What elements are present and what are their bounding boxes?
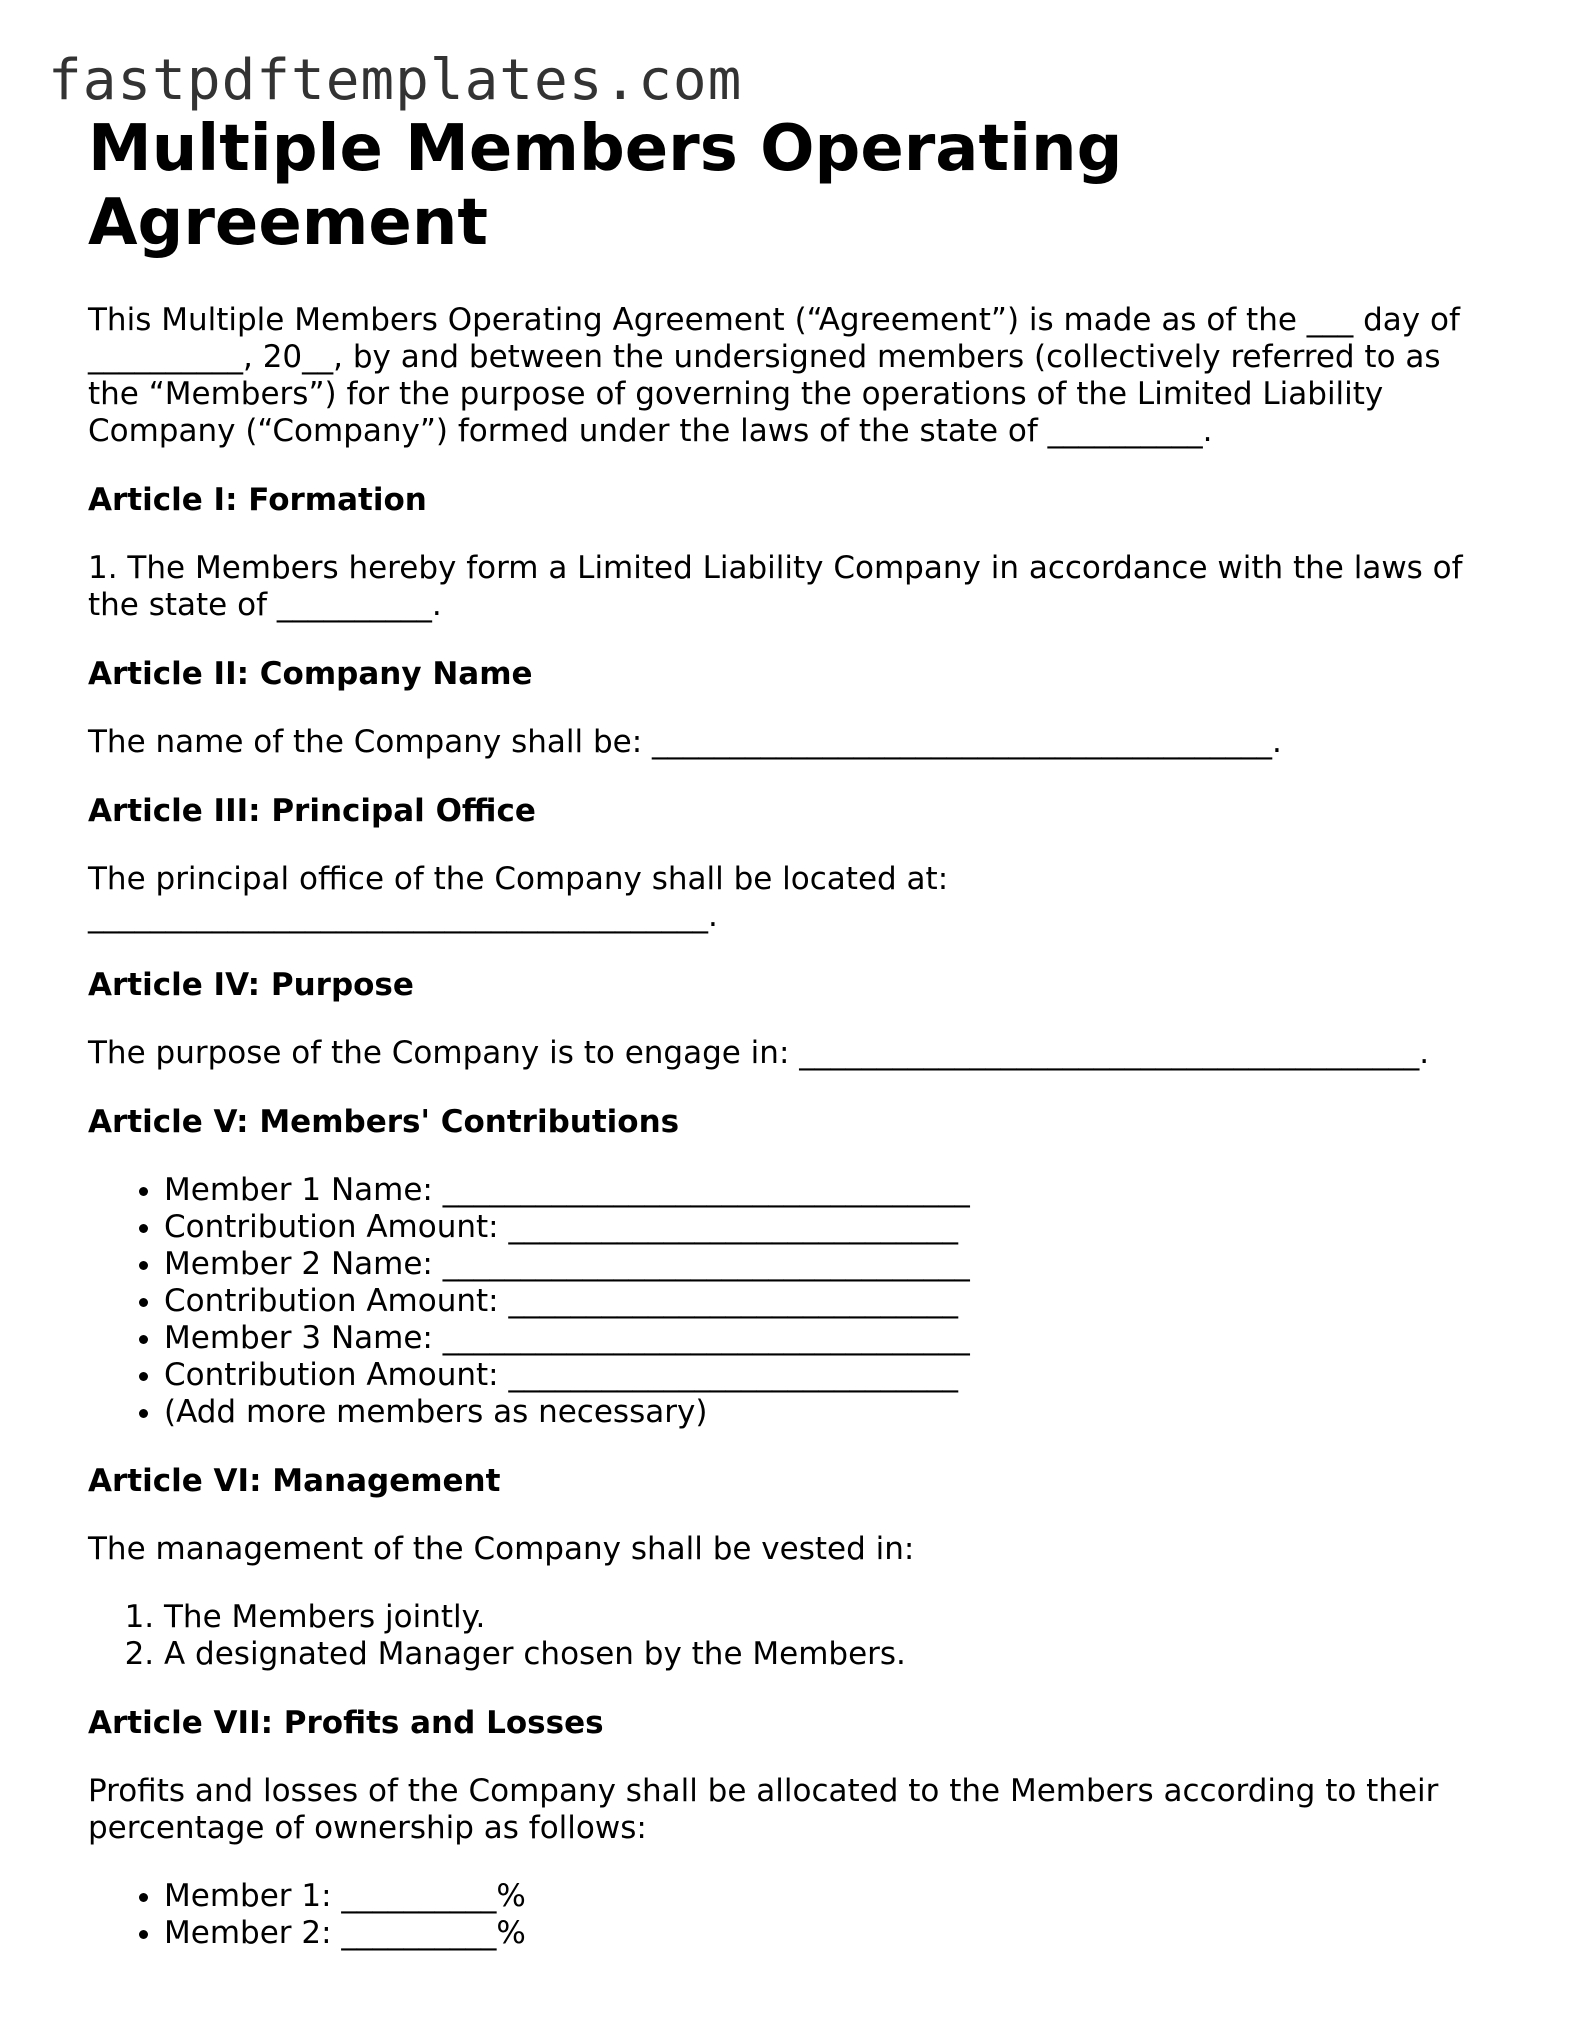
list-item: • Contribution Amount: _____________________________ <box>164 1283 1488 1320</box>
article-7-heading: Article VII: Profits and Losses <box>88 1705 604 1741</box>
watermark: fastpdftemplates.com <box>48 48 743 113</box>
article-6-list <box>88 1599 1488 1673</box>
list-item: • Member 2: __________% <box>164 1915 1488 1952</box>
article-5-list <box>88 1172 1488 1431</box>
list-item: • Member 2 Name: __________________________________ <box>164 1246 1488 1283</box>
article-3-text: The principal office of the Company shall be located at: ________________________________________. <box>88 861 949 934</box>
list-item: • Contribution Amount: _____________________________ <box>164 1209 1488 1246</box>
intro-paragraph: This Multiple Members Operating Agreement (“Agreement”) is made as of the ___ day of __________, 20__, by and between the undersigned members (collectively referred to as the “Members”) for the purpose of governing the operations of the Limited Liability Company (“Company”) formed under the laws of the state of __________. <box>88 302 1460 449</box>
article-4-text: The purpose of the Company is to engage in: ________________________________________. <box>88 1035 1430 1071</box>
article-7-list <box>88 1878 1488 1952</box>
document-body <box>88 112 1488 1952</box>
article-7-text: Profits and losses of the Company shall be allocated to the Members according to their percentage of ownership as follows: <box>88 1773 1439 1846</box>
article-1-text: 1. The Members hereby form a Limited Liability Company in accordance with the laws of the state of __________. <box>88 550 1463 623</box>
list-item: • Member 3 Name: __________________________________ <box>164 1320 1488 1357</box>
article-2-text: The name of the Company shall be: ________________________________________. <box>88 724 1282 760</box>
list-item: 2. A designated Manager chosen by the Members. <box>164 1636 1488 1673</box>
article-1-heading: Article I: Formation <box>88 482 427 518</box>
article-6-text: The management of the Company shall be vested in: <box>88 1531 915 1567</box>
document-title: Multiple Members Operating Agreement <box>88 112 1123 260</box>
list-item: • (Add more members as necessary) <box>164 1394 1488 1431</box>
article-4-heading: Article IV: Purpose <box>88 967 414 1003</box>
list-item: • Contribution Amount: _____________________________ <box>164 1357 1488 1394</box>
article-5-heading: Article V: Members' Contributions <box>88 1104 680 1140</box>
article-6-heading: Article VI: Management <box>88 1463 501 1499</box>
list-item: • Member 1 Name: __________________________________ <box>164 1172 1488 1209</box>
list-item: • Member 1: __________% <box>164 1878 1488 1915</box>
list-item: 1. The Members jointly. <box>164 1599 1488 1636</box>
article-2-heading: Article II: Company Name <box>88 656 533 692</box>
article-3-heading: Article III: Principal Office <box>88 793 536 829</box>
